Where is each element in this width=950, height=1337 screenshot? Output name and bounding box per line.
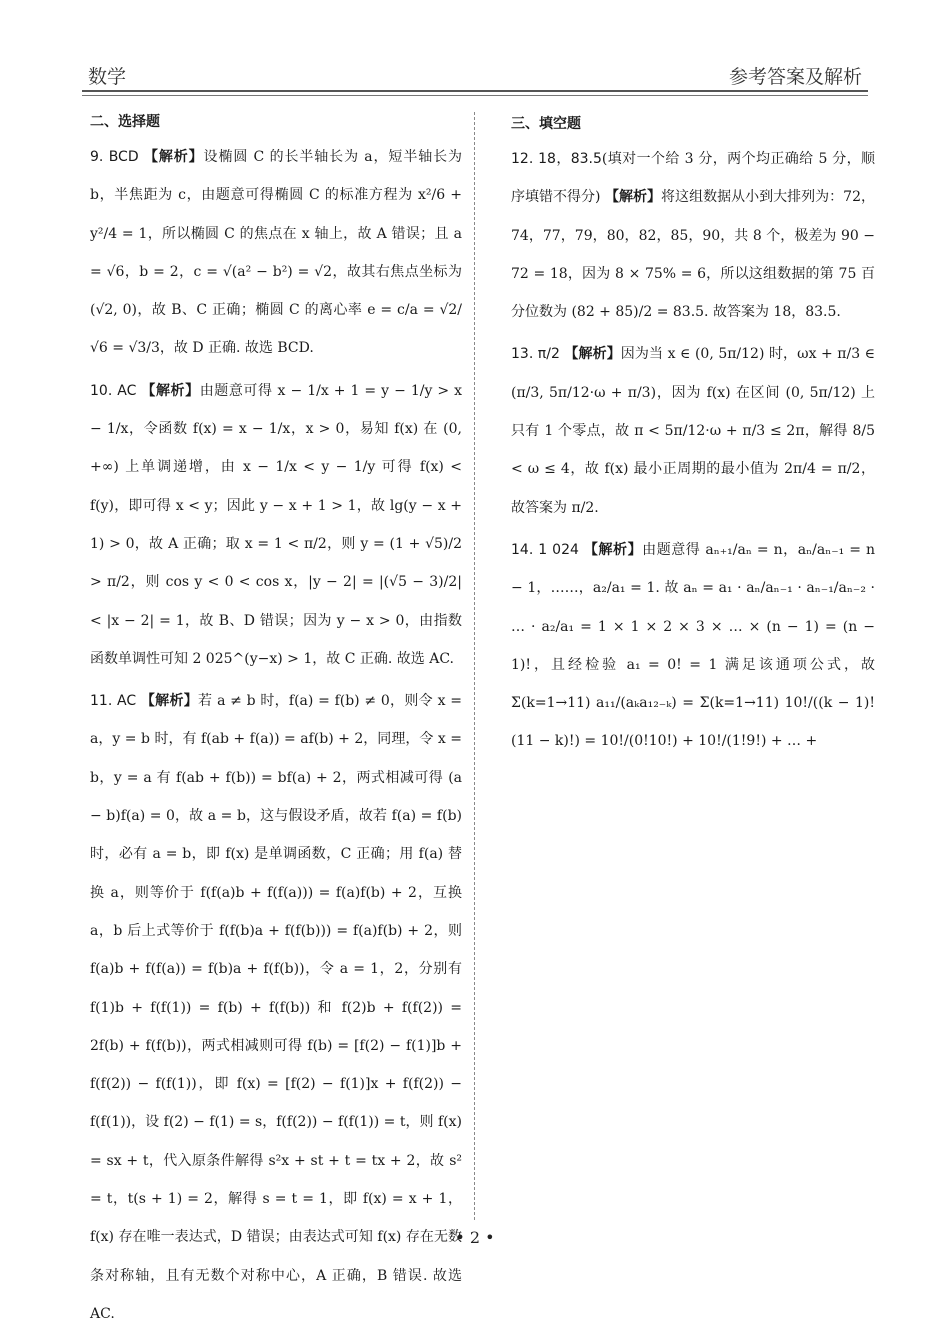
solution-text: 若 a ≠ b 时，f(a) = f(b) ≠ 0，则令 x = a，y = b 时，有 f(ab + f(a)) = af(b) + 2，同理，令 x = b，y = a 有 f(ab + f(b)) = bf(a) + 2，两式相减可得 (a − b)f(a) = 0，故 a = b，这与假设矛盾，故若 f(a) = f(b) 时，必有 a = b，即 f(x) 是单调函数，C 正确；用 f(a) 替换 a，则等价于 f(f(a)b + f(f(a))) = f(a)f(b) + 2，互换 a，b 后上式等价于 f(f(b)a + f(f(b))) = f(a)f(b) + 2，则 f(a)b + f(f(a)) = f(b)a + f(f(b))，令 a = 1，2，分别有 f(1)b + f(f(1)) = f(b) + f(f(b)) 和 f(2)b + f(f(2)) = 2f(b) + f(f(b))，两式相减则可得 f(b) = [f(2) − f(1)]b + f(f(2)) − f(f(1))，即 f(x) = [f(2) − f(1)]x + f(f(2)) − f(f(1))，设 f(2) − f(1) = s，f(f(2)) − f(f(1)) = t，则 f(x) = sx + t，代入原条件解得 s²x + st + t = tx + 2，故 s² = t，t(s + 1) = 2，解得 s = t = 1，即 f(x) = x + 1，f(x) 存在唯一表达式，D 错误；由表达式可知 f(x) 存在无数条对称轴，且有无数个对称中心，A 正确，B 错误. 故选 AC. xyxy=(90,693,463,1322)
page-header xyxy=(88,58,862,88)
scoring-note: (填对一个给 3 分，两个均正确给 5 分，顺序填错不得分) xyxy=(511,151,875,206)
header-rule xyxy=(82,90,868,92)
question-number: 12. 18，83.5 xyxy=(511,151,602,167)
header-rule-thin xyxy=(82,95,868,96)
question-number: 14. 1 024 xyxy=(511,541,579,558)
analysis-tag: 【解析】 xyxy=(564,346,621,363)
analysis-tag: 【解析】 xyxy=(143,149,204,165)
solution-text: 将这组数据从小到大排列为：72，74，77，79，80，82，85，90，共 8 个，极差为 90 − 72 = 18，因为 8 × 75% = 6，所以这组数据的第 75 百分位数为 (82 + 85)/2 = 83.5. 故答案为 18，83.5. xyxy=(511,189,876,321)
section-heading-fill-blank: 三、填空题 xyxy=(511,116,581,132)
solution-text: 由题意得 aₙ₊₁/aₙ = n，aₙ/aₙ₋₁ = n − 1，……，a₂/a₁ = 1. 故 aₙ = a₁ · aₙ/aₙ₋₁ · aₙ₋₁/aₙ₋₂ · … · a₂/a₁ = 1 × 1 × 2 × 3 × … × (n − 1) = (n − 1)!，且经检验 a₁ = 0! = 1 满足该通项公式，故 Σ(k=1→11) a₁₁/(aₖa₁₂₋ₖ) = Σ(k=1→11) 10!/((k − 1)!(11 − k)!) = 10!/(0!10!) + 10!/(1!9!) + … + xyxy=(511,541,876,750)
question-number: 10. AC xyxy=(90,382,137,399)
solution-text: 设椭圆 C 的长半轴长为 a，短半轴长为 b，半焦距为 c，由题意可得椭圆 C 的标准方程为 x²/6 + y²/4 = 1，所以椭圆 C 的焦点在 x 轴上，故 A 错误；且 a = √6，b = 2，c = √(a² − b²) = √2，故其右焦点坐标为 (√2, 0)，故 B、C 正确；椭圆 C 的离心率 e = c/a = √2/√6 = √3/3，故 D 正确. 故选 BCD. xyxy=(90,149,462,357)
question-9 xyxy=(90,138,462,368)
solution-text: 因为当 x ∈ (0, 5π/12) 时，ωx + π/3 ∈ (π/3, 5π/12·ω + π/3)，因为 f(x) 在区间 (0, 5π/12) 上只有 1 个零点，故 π < 5π/12·ω + π/3 ≤ 2π，解得 8/5 < ω ≤ 4，故 f(x) 最小正周期的最小值为 2π/4 = π/2，故答案为 π/2. xyxy=(511,346,876,516)
solution-text: 由题意可得 x − 1/x + 1 = y − 1/y > x − 1/x，令函数 f(x) = x − 1/x，x > 0，易知 f(x) 在 (0, +∞) 上单调递增，由 x − 1/x < y − 1/y 可得 f(x) < f(y)，即可得 x < y；因此 y − x + 1 > 1，故 lg(y − x + 1) > 0，故 A 正确；取 x = 1 < π/2，则 y = (1 + √5)/2 > π/2，则 cos y < 0 < cos x，|y − 2| = |(√5 − 3)/2| < |x − 2| = 1，故 B、D 错误；因为 y − x > 0，由指数函数单调性可知 2 025^(y−x) > 1，故 C 正确. 故选 AC. xyxy=(90,382,463,667)
left-column xyxy=(90,110,462,1337)
subject-label: 数学 xyxy=(88,66,127,88)
page-number: • 2 • xyxy=(455,1228,495,1247)
analysis-tag: 【解析】 xyxy=(141,382,200,399)
question-13 xyxy=(511,335,875,526)
question-10 xyxy=(90,372,462,678)
question-number: 13. π/2 xyxy=(511,346,560,363)
analysis-tag: 【解析】 xyxy=(605,189,662,206)
question-number: 11. AC xyxy=(90,693,137,710)
question-14 xyxy=(511,531,875,761)
column-divider xyxy=(474,112,475,1220)
question-number: 9. BCD xyxy=(90,149,139,165)
analysis-tag: 【解析】 xyxy=(583,541,643,558)
analysis-tag: 【解析】 xyxy=(140,693,199,710)
section-heading-choice: 二、选择题 xyxy=(90,114,160,130)
question-12 xyxy=(511,140,875,331)
right-column xyxy=(511,110,875,765)
document-title: 参考答案及解析 xyxy=(728,66,862,88)
